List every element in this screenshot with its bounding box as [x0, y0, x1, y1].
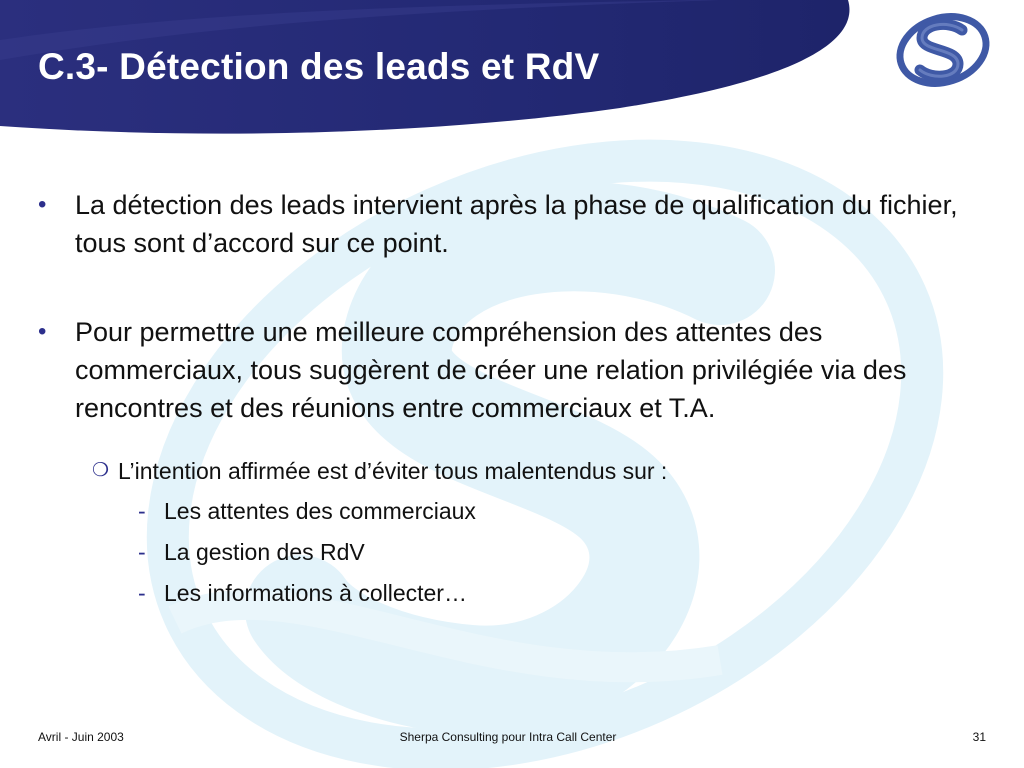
dash-marker: - — [138, 498, 146, 524]
ring-bullet-icon: ❍ — [92, 460, 110, 481]
dash-list-item — [138, 576, 838, 610]
dash-item-text: La gestion des RdV — [164, 539, 365, 565]
bullet-item — [38, 313, 968, 427]
dash-marker: - — [138, 580, 146, 606]
dash-list-item — [138, 535, 838, 569]
bullet-text: Pour permettre une meilleure compréhension des attentes des commerciaux, tous suggèrent de créer une relation privilégiée via des rencontres et des réunions entre commerciaux et T.A. — [75, 317, 907, 423]
bullet-text: La détection des leads intervient après la phase de qualification du fichier, tous sont d’accord sur ce point. — [75, 190, 958, 258]
bullet-item — [38, 186, 968, 262]
footer-page-number: 31 — [972, 730, 986, 744]
slide-title: C.3- Détection des leads et RdV — [38, 46, 600, 87]
sub-bullet-item — [92, 454, 972, 488]
dash-item-text: Les informations à collecter… — [164, 580, 467, 606]
bullet-dot-icon: • — [38, 318, 47, 345]
footer-date: Avril - Juin 2003 — [38, 730, 124, 744]
dash-marker: - — [138, 539, 146, 565]
dash-item-text: Les attentes des commerciaux — [164, 498, 476, 524]
bullet-dot-icon: • — [38, 191, 47, 218]
dash-list-item — [138, 494, 838, 528]
sub-bullet-text: L’intention affirmée est d’éviter tous malentendus sur : — [118, 458, 668, 484]
footer-company: Sherpa Consulting pour Intra Call Center — [399, 730, 617, 744]
